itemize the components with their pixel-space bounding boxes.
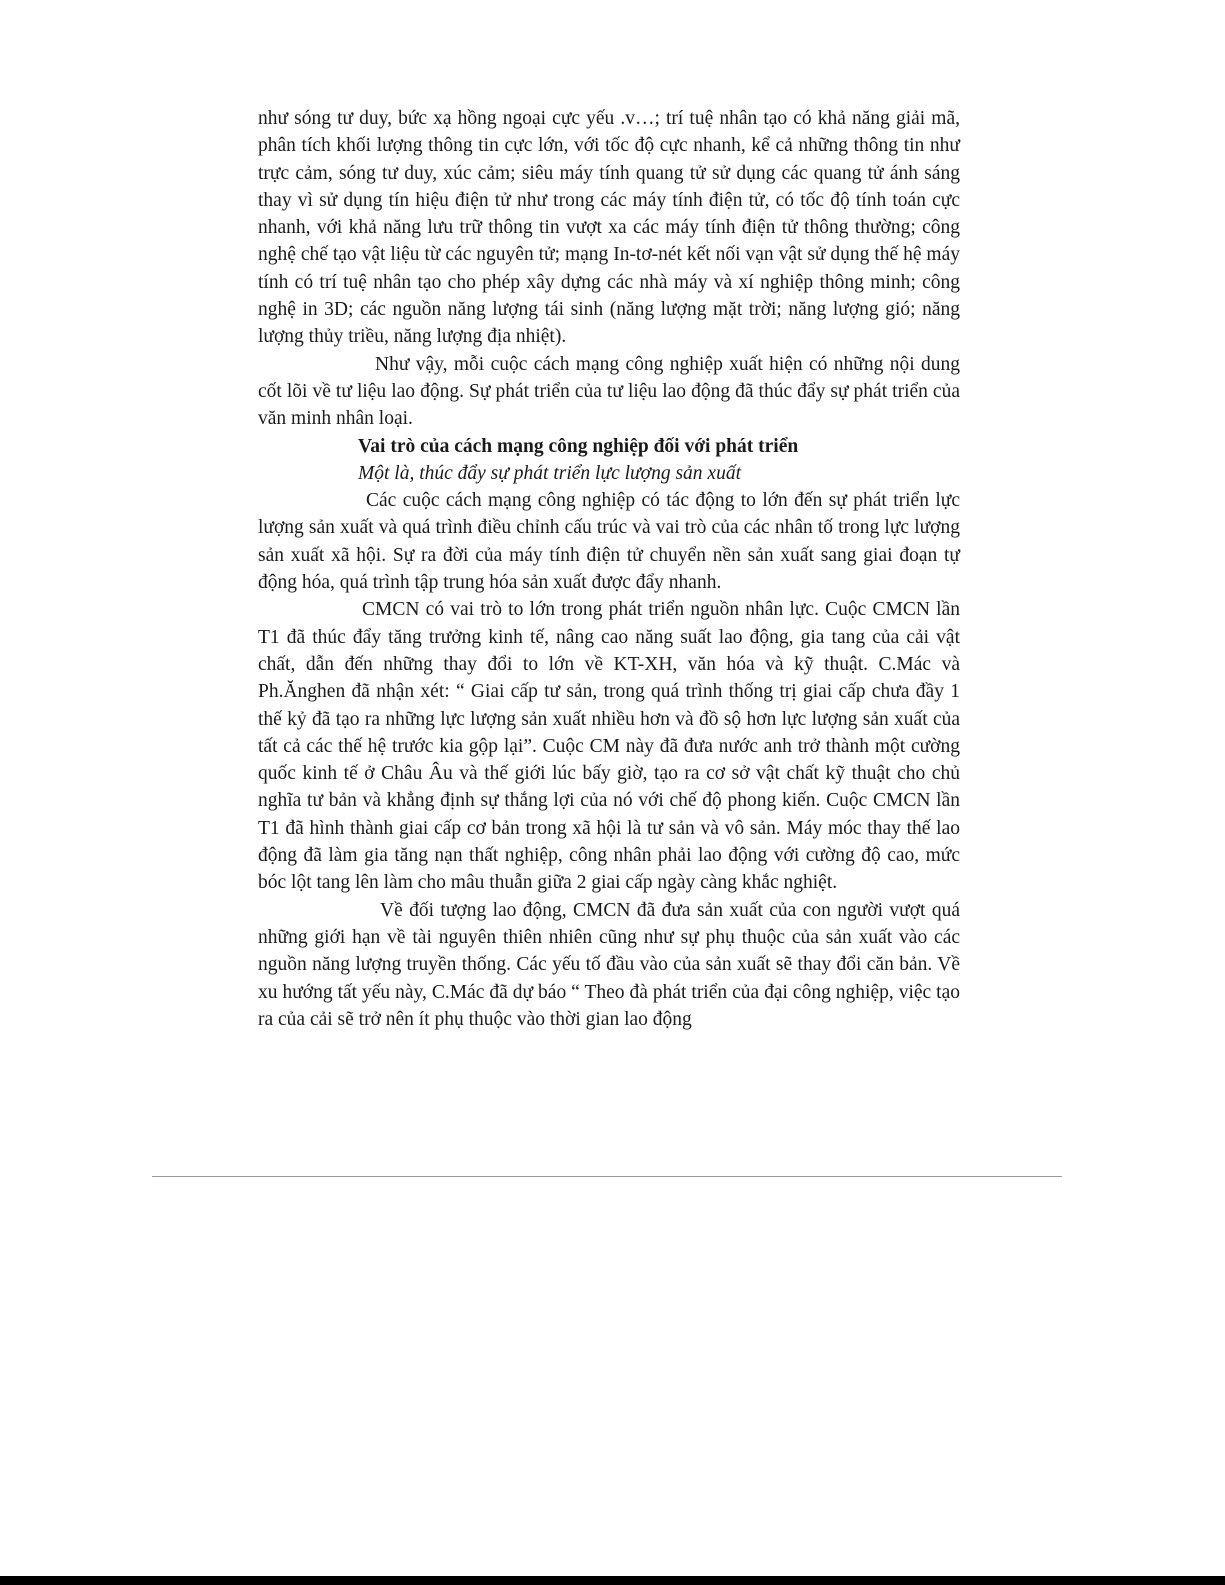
subsection-heading: Một là, thúc đẩy sự phát triển lực lượng sản xuất [358, 462, 741, 484]
paragraph-technologies: như sóng tư duy, bức xạ hồng ngoại cực yếu .v…; trí tuệ nhân tạo có khả năng giải mã, phân tích khối lượng thông tin cực lớn, với tốc độ cực nhanh, kể cả những thông tin như trực cảm, sóng tư duy, xúc cảm; siêu máy tính quang tử sử dụng các quang tử ánh sáng thay vì sử dụng tín hiệu điện tử như trong các máy tính điện tử, có tốc độ tính toán cực nhanh, với khả năng lưu trữ thông tin vượt xa các máy tính điện tử thông thường; công nghệ chế tạo vật liệu từ các nguyên tử; mạng In-tơ-nét kết nối vạn vật sử dụng thế hệ máy tính có trí tuệ nhân tạo cho phép xây dựng các nhà máy và xí nghiệp thông minh; công nghệ in 3D; các nguồn năng lượng tái sinh (năng lượng mặt trời; năng lượng gió; năng lượng thủy triều, năng lượng địa nhiệt). [258, 108, 960, 348]
bottom-edge-bar [0, 1576, 1225, 1585]
paragraph-productive-forces: Các cuộc cách mạng công nghiệp có tác động to lớn đến sự phát triển lực lượng sản xuất và quá trình điều chỉnh cấu trúc và vai trò của các nhân tố trong lực lượng sản xuất xã hội. Sự ra đời của máy tính điện tử chuyển nền sản xuất sang giai đoạn tự động hóa, quá trình tập trung hóa sản xuất được đẩy nhanh. [258, 490, 960, 594]
document-page [258, 105, 960, 1033]
page-divider [152, 1176, 1062, 1177]
paragraph-summary: Như vậy, mỗi cuộc cách mạng công nghiệp xuất hiện có những nội dung cốt lõi về tư liệu lao động. Sự phát triển của tư liệu lao động đã thúc đẩy sự phát triển của văn minh nhân loại. [258, 353, 960, 430]
paragraph-human-resources: CMCN có vai trò to lớn trong phát triển nguồn nhân lực. Cuộc CMCN lần T1 đã thúc đẩy tăng trưởng kinh tế, nâng cao năng suất lao động, gia tang của cải vật chất, dẫn đến những thay đổi to lớn về KT-XH, văn hóa và kỹ thuật. C.Mác và Ph.Ănghen đã nhận xét: “ Giai cấp tư sản, trong quá trình thống trị giai cấp chưa đầy 1 thế kỷ đã tạo ra những lực lượng sản xuất nhiều hơn và đồ sộ hơn lực lượng sản xuất của tất cả các thế hệ trước kia gộp lại”. Cuộc CM này đã đưa nước anh trở thành một cường quốc kinh tế ở Châu Âu và thế giới lúc bấy giờ, tạo ra cơ sở vật chất kỹ thuật cho chủ nghĩa tư bản và khẳng định sự thắng lợi của nó với chế độ phong kiến. Cuộc CMCN lần T1 đã hình thành giai cấp cơ bản trong xã hội là tư sản và vô sản. Máy móc thay thế lao động đã làm gia tăng nạn thất nghiệp, công nhân phải lao động với cường độ cao, mức bóc lột tang lên làm cho mâu thuẫn giữa 2 giai cấp ngày càng khắc nghiệt. [258, 599, 960, 894]
paragraph-labor-objects: Về đối tượng lao động, CMCN đã đưa sản xuất của con người vượt quá những giới hạn về tài nguyên thiên nhiên cũng như sự phụ thuộc của sản xuất vào các nguồn năng lượng truyền thống. Các yếu tố đầu vào của sản xuất sẽ thay đổi căn bản. Về xu hướng tất yếu này, C.Mác đã dự báo “ Theo đà phát triển của đại công nghiệp, việc tạo ra của cải sẽ trở nên ít phụ thuộc vào thời gian lao động [258, 899, 960, 1030]
section-heading: Vai trò của cách mạng công nghiệp đối với phát triển [358, 435, 799, 457]
